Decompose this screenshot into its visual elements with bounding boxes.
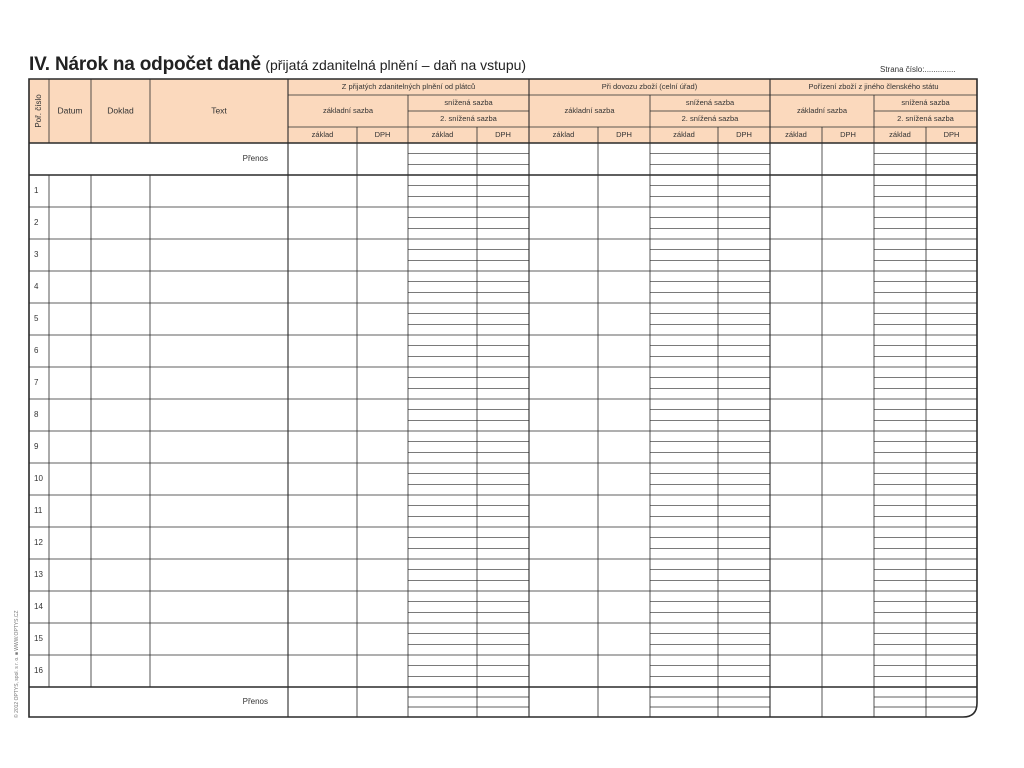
table-cell-r8-c11[interactable] <box>650 399 718 431</box>
table-cell-r10-c4[interactable] <box>150 463 288 495</box>
table-cell-r10-c13[interactable] <box>770 463 822 495</box>
table-cell-r11-c15[interactable] <box>874 495 926 527</box>
table-cell-r7-c15[interactable] <box>874 367 926 399</box>
table-cell-r14-c12[interactable] <box>718 591 770 623</box>
table-cell-r14-c4[interactable] <box>150 591 288 623</box>
table-cell-r13-c11[interactable] <box>650 559 718 591</box>
group-header-1: Z přijatých zdanitelných plnění od plátců <box>341 81 476 91</box>
table-cell-r14-c10[interactable] <box>598 591 650 623</box>
table-cell-r8-c3[interactable] <box>91 399 150 431</box>
table-cell-r3-c11[interactable] <box>650 239 718 271</box>
table-cell-r11-c7[interactable] <box>408 495 477 527</box>
table-cell-r4-c11[interactable] <box>650 271 718 303</box>
table-cell-r12-c3[interactable] <box>91 527 150 559</box>
column-header-poradove-cislo: Poř. číslo <box>34 94 44 128</box>
table-cell-r9-c14[interactable] <box>822 431 874 463</box>
table-cell-r13-c9[interactable] <box>529 559 598 591</box>
table-cell-r4-c8[interactable] <box>477 271 529 303</box>
table-cell-r3-c10[interactable] <box>598 239 650 271</box>
table-cell-r16-c7[interactable] <box>408 655 477 687</box>
subheader-zaklad-1-1: základ <box>311 129 334 139</box>
column-header-text: Text <box>211 105 227 116</box>
table-cell-r12-c11[interactable] <box>650 527 718 559</box>
carry-label-top: Přenos <box>242 154 268 164</box>
row-number-13: 13 <box>34 570 43 580</box>
carry-label-bottom: Přenos <box>242 697 268 707</box>
table-cell-r15-c3[interactable] <box>91 623 150 655</box>
table-cell-r12-c5[interactable] <box>288 527 357 559</box>
basic-rate-header-3: základní sazba <box>796 105 848 115</box>
subheader-zaklad-1-3: základ <box>431 129 454 139</box>
table-cell-r16-c3[interactable] <box>91 655 150 687</box>
table-cell-r7-c3[interactable] <box>91 367 150 399</box>
table-cell-r12-c14[interactable] <box>822 527 874 559</box>
table-cell-r2-c15[interactable] <box>874 207 926 239</box>
table-cell-r6-c8[interactable] <box>477 335 529 367</box>
table-cell-r14-c8[interactable] <box>477 591 529 623</box>
table-cell-r6-c10[interactable] <box>598 335 650 367</box>
row-number-15: 15 <box>34 634 43 644</box>
table-cell-r10-c14[interactable] <box>822 463 874 495</box>
table-cell-r12-c7[interactable] <box>408 527 477 559</box>
table-cell-r2-c12[interactable] <box>718 207 770 239</box>
table-cell-r4-c14[interactable] <box>822 271 874 303</box>
table-cell-r5-c5[interactable] <box>288 303 357 335</box>
table-cell-r2-c13[interactable] <box>770 207 822 239</box>
table-cell-r13-c7[interactable] <box>408 559 477 591</box>
subheader-zaklad-3-1: základ <box>785 129 807 139</box>
table-cell-r7-c8[interactable] <box>477 367 529 399</box>
reduced-rate-header-3: snížená sazba <box>901 97 950 107</box>
table-cell-r12-c16[interactable] <box>926 527 977 559</box>
table-cell-r16-c9[interactable] <box>529 655 598 687</box>
table-cell-r6-c11[interactable] <box>650 335 718 367</box>
table-cell-r14-c13[interactable] <box>770 591 822 623</box>
table-cell-r10-c16[interactable] <box>926 463 977 495</box>
reduced-rate-2-header-1: 2. snížená sazba <box>440 113 497 123</box>
table-cell-r7-c14[interactable] <box>822 367 874 399</box>
row-number-8: 8 <box>34 410 39 420</box>
table-cell-r15-c11[interactable] <box>650 623 718 655</box>
table-cell-r4-c10[interactable] <box>598 271 650 303</box>
table-cell-r6-c4[interactable] <box>150 335 288 367</box>
table-cell-r3-c9[interactable] <box>529 239 598 271</box>
table-cell-r2-c10[interactable] <box>598 207 650 239</box>
table-cell-r5-c9[interactable] <box>529 303 598 335</box>
table-cell-r14-c16[interactable] <box>926 591 977 623</box>
row-number-16: 16 <box>34 666 43 676</box>
table-cell-r15-c10[interactable] <box>598 623 650 655</box>
table-cell-r13-c3[interactable] <box>91 559 150 591</box>
table-cell-r6-c7[interactable] <box>408 335 477 367</box>
table-cell-r5-c13[interactable] <box>770 303 822 335</box>
group-header-2: Při dovozu zboží (celní úřad) <box>601 81 698 91</box>
table-cell-r11-c11[interactable] <box>650 495 718 527</box>
table-cell-r11-c3[interactable] <box>91 495 150 527</box>
form-title-main: IV. Nárok na odpočet daně <box>29 54 261 75</box>
table-cell-r4-c9[interactable] <box>529 271 598 303</box>
table-cell-r5-c10[interactable] <box>598 303 650 335</box>
table-cell-r3-c12[interactable] <box>718 239 770 271</box>
table-cell-r15-c7[interactable] <box>408 623 477 655</box>
table-cell-r10-c10[interactable] <box>598 463 650 495</box>
table-cell-r9-c9[interactable] <box>529 431 598 463</box>
table-cell-r8-c2[interactable] <box>49 399 91 431</box>
table-cell-r15-c5[interactable] <box>288 623 357 655</box>
table-cell-r14-c2[interactable] <box>49 591 91 623</box>
table-cell-r1-c4[interactable] <box>150 175 288 207</box>
table-cell-r9-c4[interactable] <box>150 431 288 463</box>
table-cell-r1-c9[interactable] <box>529 175 598 207</box>
table-cell-r7-c16[interactable] <box>926 367 977 399</box>
table-cell-r10-c6[interactable] <box>357 463 408 495</box>
column-header-doklad: Doklad <box>107 105 134 116</box>
table-cell-r9-c5[interactable] <box>288 431 357 463</box>
table-cell-r13-c16[interactable] <box>926 559 977 591</box>
table-cell-r1-c8[interactable] <box>477 175 529 207</box>
table-cell-r11-c16[interactable] <box>926 495 977 527</box>
table-cell-r5-c8[interactable] <box>477 303 529 335</box>
table-cell-r11-c9[interactable] <box>529 495 598 527</box>
table-cell-r2-c7[interactable] <box>408 207 477 239</box>
table-cell-r1-c6[interactable] <box>357 175 408 207</box>
table-cell-r13-c12[interactable] <box>718 559 770 591</box>
table-cell-r15-c15[interactable] <box>874 623 926 655</box>
table-cell-r4-c16[interactable] <box>926 271 977 303</box>
table-cell-r3-c14[interactable] <box>822 239 874 271</box>
table-cell-r7-c2[interactable] <box>49 367 91 399</box>
table-cell-r14-c15[interactable] <box>874 591 926 623</box>
table-cell-r5-c15[interactable] <box>874 303 926 335</box>
table-cell-r16-c2[interactable] <box>49 655 91 687</box>
subheader-dph-3-2: DPH <box>840 129 856 139</box>
table-cell-r3-c15[interactable] <box>874 239 926 271</box>
table-cell-r11-c6[interactable] <box>357 495 408 527</box>
subheader-dph-1-2: DPH <box>374 129 391 139</box>
table-cell-r3-c4[interactable] <box>150 239 288 271</box>
subheader-dph-1-4: DPH <box>495 129 511 139</box>
table-cell-r2-c9[interactable] <box>529 207 598 239</box>
subheader-dph-2-2: DPH <box>616 129 632 139</box>
table-cell-r3-c8[interactable] <box>477 239 529 271</box>
table-cell-r3-c6[interactable] <box>357 239 408 271</box>
table-cell-r1-c14[interactable] <box>822 175 874 207</box>
table-cell-r9-c3[interactable] <box>91 431 150 463</box>
table-cell-r6-c15[interactable] <box>874 335 926 367</box>
table-cell-r11-c2[interactable] <box>49 495 91 527</box>
table-cell-r6-c9[interactable] <box>529 335 598 367</box>
table-cell-r5-c6[interactable] <box>357 303 408 335</box>
table-cell-r11-c5[interactable] <box>288 495 357 527</box>
table-cell-r4-c15[interactable] <box>874 271 926 303</box>
subheader-zaklad-2-1: základ <box>552 129 575 139</box>
table-cell-r16-c11[interactable] <box>650 655 718 687</box>
row-number-9: 9 <box>34 442 39 452</box>
table-cell-r12-c13[interactable] <box>770 527 822 559</box>
table-cell-r14-c5[interactable] <box>288 591 357 623</box>
table-cell-r16-c15[interactable] <box>874 655 926 687</box>
table-cell-r14-c7[interactable] <box>408 591 477 623</box>
table-cell-r8-c7[interactable] <box>408 399 477 431</box>
table-cell-r3-c5[interactable] <box>288 239 357 271</box>
table-cell-r4-c12[interactable] <box>718 271 770 303</box>
table-cell-r6-c14[interactable] <box>822 335 874 367</box>
table-cell-r10-c9[interactable] <box>529 463 598 495</box>
table-cell-r6-c6[interactable] <box>357 335 408 367</box>
table-cell-r9-c13[interactable] <box>770 431 822 463</box>
row-number-12: 12 <box>34 538 43 548</box>
table-cell-r16-c13[interactable] <box>770 655 822 687</box>
table-cell-r6-c3[interactable] <box>91 335 150 367</box>
table-cell-r9-c11[interactable] <box>650 431 718 463</box>
row-number-10: 10 <box>34 474 43 484</box>
table-cell-r8-c14[interactable] <box>822 399 874 431</box>
table-cell-r2-c8[interactable] <box>477 207 529 239</box>
table-cell-r8-c8[interactable] <box>477 399 529 431</box>
table-cell-r4-c13[interactable] <box>770 271 822 303</box>
row-number-6: 6 <box>34 346 39 356</box>
table-cell-r1-c15[interactable] <box>874 175 926 207</box>
table-cell-r9-c7[interactable] <box>408 431 477 463</box>
table-cell-r4-c7[interactable] <box>408 271 477 303</box>
table-cell-r15-c9[interactable] <box>529 623 598 655</box>
table-cell-r9-c2[interactable] <box>49 431 91 463</box>
table-cell-r16-c16[interactable] <box>926 655 977 687</box>
table-cell-r13-c4[interactable] <box>150 559 288 591</box>
table-cell-r10-c3[interactable] <box>91 463 150 495</box>
table-cell-r13-c10[interactable] <box>598 559 650 591</box>
table-cell-r5-c16[interactable] <box>926 303 977 335</box>
table-cell-r7-c10[interactable] <box>598 367 650 399</box>
table-cell-r7-c4[interactable] <box>150 367 288 399</box>
table-cell-r16-c4[interactable] <box>150 655 288 687</box>
table-cell-r16-c5[interactable] <box>288 655 357 687</box>
table-cell-r14-c9[interactable] <box>529 591 598 623</box>
table-cell-r4-c5[interactable] <box>288 271 357 303</box>
table-cell-r12-c12[interactable] <box>718 527 770 559</box>
table-cell-r16-c6[interactable] <box>357 655 408 687</box>
group-header-3: Pořízení zboží z jiného členského státu <box>808 81 939 91</box>
table-cell-r2-c16[interactable] <box>926 207 977 239</box>
table-cell-r2-c14[interactable] <box>822 207 874 239</box>
table-cell-r15-c6[interactable] <box>357 623 408 655</box>
table-cell-r12-c6[interactable] <box>357 527 408 559</box>
table-cell-r1-c2[interactable] <box>49 175 91 207</box>
table-cell-r11-c10[interactable] <box>598 495 650 527</box>
table-cell-r8-c5[interactable] <box>288 399 357 431</box>
row-number-14: 14 <box>34 602 43 612</box>
table-cell-r9-c6[interactable] <box>357 431 408 463</box>
subheader-zaklad-2-3: základ <box>673 129 695 139</box>
table-cell-r8-c4[interactable] <box>150 399 288 431</box>
row-number-11: 11 <box>34 506 43 516</box>
row-number-1: 1 <box>34 186 39 196</box>
table-cell-r5-c14[interactable] <box>822 303 874 335</box>
table-cell-r11-c4[interactable] <box>150 495 288 527</box>
form-title-sub: (přijatá zdanitelná plnění – daň na vstupu) <box>265 57 527 73</box>
table-cell-r4-c4[interactable] <box>150 271 288 303</box>
table-cell-r14-c6[interactable] <box>357 591 408 623</box>
table-cell-r1-c7[interactable] <box>408 175 477 207</box>
table-cell-r13-c15[interactable] <box>874 559 926 591</box>
table-cell-r8-c16[interactable] <box>926 399 977 431</box>
table-cell-r8-c15[interactable] <box>874 399 926 431</box>
table-cell-r8-c13[interactable] <box>770 399 822 431</box>
table-cell-r15-c14[interactable] <box>822 623 874 655</box>
table-cell-r9-c15[interactable] <box>874 431 926 463</box>
reduced-rate-header-2: snížená sazba <box>685 97 735 107</box>
table-cell-r7-c12[interactable] <box>718 367 770 399</box>
table-cell-r10-c2[interactable] <box>49 463 91 495</box>
table-cell-r13-c2[interactable] <box>49 559 91 591</box>
table-cell-r2-c11[interactable] <box>650 207 718 239</box>
row-number-5: 5 <box>34 314 39 324</box>
table-cell-r5-c3[interactable] <box>91 303 150 335</box>
table-cell-r5-c7[interactable] <box>408 303 477 335</box>
table-cell-r5-c11[interactable] <box>650 303 718 335</box>
table-cell-r12-c10[interactable] <box>598 527 650 559</box>
table-cell-r12-c2[interactable] <box>49 527 91 559</box>
table-cell-r12-c8[interactable] <box>477 527 529 559</box>
table-cell-r12-c9[interactable] <box>529 527 598 559</box>
table-cell-r9-c8[interactable] <box>477 431 529 463</box>
table-cell-r12-c15[interactable] <box>874 527 926 559</box>
table-cell-r7-c11[interactable] <box>650 367 718 399</box>
table-cell-r1-c16[interactable] <box>926 175 977 207</box>
table-cell-r4-c3[interactable] <box>91 271 150 303</box>
table-cell-r10-c8[interactable] <box>477 463 529 495</box>
table-cell-r6-c2[interactable] <box>49 335 91 367</box>
subheader-zaklad-3-3: základ <box>889 129 911 139</box>
table-cell-r3-c2[interactable] <box>49 239 91 271</box>
table-cell-r15-c4[interactable] <box>150 623 288 655</box>
table-cell-r5-c12[interactable] <box>718 303 770 335</box>
table-cell-r15-c16[interactable] <box>926 623 977 655</box>
table-cell-r12-c4[interactable] <box>150 527 288 559</box>
copyright-note: © 2012 OPTYS, spol. s r. o. ■ WWW.OPTYS.CZ <box>14 610 20 718</box>
row-number-3: 3 <box>34 250 39 260</box>
column-header-datum: Datum <box>57 105 83 116</box>
table-cell-r7-c5[interactable] <box>288 367 357 399</box>
table-cell-r15-c13[interactable] <box>770 623 822 655</box>
table-cell-r9-c12[interactable] <box>718 431 770 463</box>
table-cell-r9-c10[interactable] <box>598 431 650 463</box>
basic-rate-header-1: základní sazba <box>322 105 374 115</box>
table-cell-r4-c6[interactable] <box>357 271 408 303</box>
reduced-rate-header-1: snížená sazba <box>444 97 493 107</box>
table-cell-r6-c12[interactable] <box>718 335 770 367</box>
table-cell-r10-c7[interactable] <box>408 463 477 495</box>
subheader-dph-2-4: DPH <box>736 129 752 139</box>
table-cell-r6-c16[interactable] <box>926 335 977 367</box>
table-cell-r1-c12[interactable] <box>718 175 770 207</box>
table-cell-r3-c3[interactable] <box>91 239 150 271</box>
table-cell-r13-c8[interactable] <box>477 559 529 591</box>
table-cell-r16-c12[interactable] <box>718 655 770 687</box>
table-cell-r14-c3[interactable] <box>91 591 150 623</box>
table-cell-r7-c7[interactable] <box>408 367 477 399</box>
table-cell-r8-c10[interactable] <box>598 399 650 431</box>
table-cell-r1-c11[interactable] <box>650 175 718 207</box>
table-cell-r8-c6[interactable] <box>357 399 408 431</box>
table-cell-r15-c12[interactable] <box>718 623 770 655</box>
table-cell-r11-c8[interactable] <box>477 495 529 527</box>
table-cell-r7-c13[interactable] <box>770 367 822 399</box>
table-cell-r11-c14[interactable] <box>822 495 874 527</box>
row-number-4: 4 <box>34 282 39 292</box>
table-cell-r11-c13[interactable] <box>770 495 822 527</box>
table-cell-r6-c5[interactable] <box>288 335 357 367</box>
reduced-rate-2-header-3: 2. snížená sazba <box>897 113 954 123</box>
table-cell-r10-c12[interactable] <box>718 463 770 495</box>
table-cell-r14-c14[interactable] <box>822 591 874 623</box>
basic-rate-header-2: základní sazba <box>564 105 615 115</box>
table-cell-r4-c2[interactable] <box>49 271 91 303</box>
table-cell-r7-c9[interactable] <box>529 367 598 399</box>
table-cell-r6-c13[interactable] <box>770 335 822 367</box>
table-cell-r13-c13[interactable] <box>770 559 822 591</box>
table-cell-r9-c16[interactable] <box>926 431 977 463</box>
table-cell-r1-c5[interactable] <box>288 175 357 207</box>
table-cell-r2-c4[interactable] <box>150 207 288 239</box>
page-number-field[interactable]: Strana číslo:.............. <box>880 65 956 74</box>
table-cell-r14-c11[interactable] <box>650 591 718 623</box>
table-cell-r7-c6[interactable] <box>357 367 408 399</box>
row-number-2: 2 <box>34 218 39 228</box>
table-cell-r16-c14[interactable] <box>822 655 874 687</box>
table-cell-r1-c13[interactable] <box>770 175 822 207</box>
table-cell-r13-c6[interactable] <box>357 559 408 591</box>
reduced-rate-2-header-2: 2. snížená sazba <box>681 113 739 123</box>
table-cell-r3-c7[interactable] <box>408 239 477 271</box>
table-cell-r5-c2[interactable] <box>49 303 91 335</box>
table-cell-r16-c10[interactable] <box>598 655 650 687</box>
subheader-dph-3-4: DPH <box>943 129 960 139</box>
table-cell-r15-c8[interactable] <box>477 623 529 655</box>
table-cell-r10-c5[interactable] <box>288 463 357 495</box>
table-cell-r5-c4[interactable] <box>150 303 288 335</box>
table-cell-r3-c13[interactable] <box>770 239 822 271</box>
table-cell-r2-c3[interactable] <box>91 207 150 239</box>
table-cell-r15-c2[interactable] <box>49 623 91 655</box>
table-cell-r1-c10[interactable] <box>598 175 650 207</box>
row-number-7: 7 <box>34 378 39 388</box>
table-cell-r10-c15[interactable] <box>874 463 926 495</box>
table-cell-r2-c2[interactable] <box>49 207 91 239</box>
table-cell-r13-c5[interactable] <box>288 559 357 591</box>
table-cell-r3-c16[interactable] <box>926 239 977 271</box>
table-cell-r11-c12[interactable] <box>718 495 770 527</box>
table-cell-r2-c5[interactable] <box>288 207 357 239</box>
table-cell-r16-c8[interactable] <box>477 655 529 687</box>
table-cell-r10-c11[interactable] <box>650 463 718 495</box>
table-cell-r8-c12[interactable] <box>718 399 770 431</box>
table-cell-r8-c9[interactable] <box>529 399 598 431</box>
table-cell-r2-c6[interactable] <box>357 207 408 239</box>
table-cell-r1-c3[interactable] <box>91 175 150 207</box>
table-cell-r13-c14[interactable] <box>822 559 874 591</box>
